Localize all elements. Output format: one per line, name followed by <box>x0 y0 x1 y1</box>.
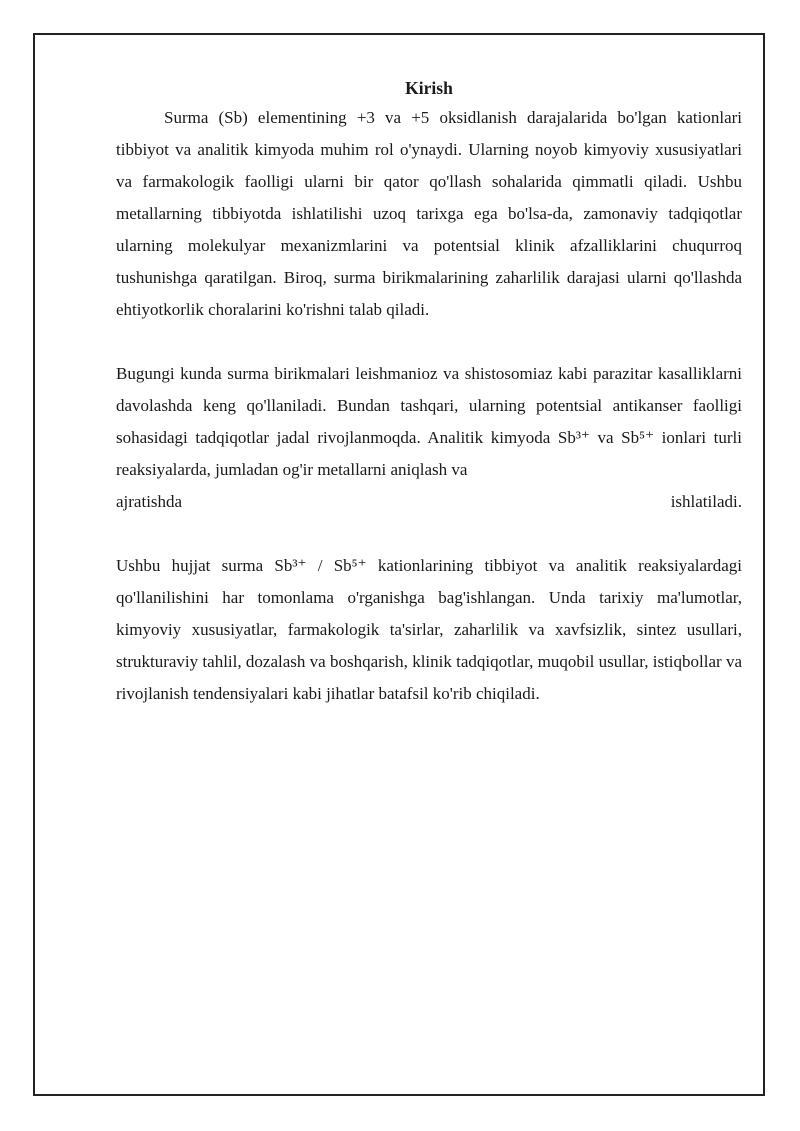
document-title: Kirish <box>405 78 453 98</box>
document-body <box>116 74 742 710</box>
last-line-left-word: ajratishda <box>116 492 183 511</box>
intro-paragraph-2-last-line <box>116 486 742 518</box>
last-line-right-word: ishlatiladi. <box>670 492 742 511</box>
intro-paragraph-2: Bugungi kunda surma birikmalari leishmanioz va shistosomiaz kabi parazitar kasalliklarni davolashda keng qo'llaniladi. Bundan tashqari, ularning potentsial antikanser faolligi sohasidagi tadqiqotlar jadal rivojlanmoqda. Analitik kimyoda Sb³⁺ va Sb⁵⁺ ionlari turli reaksiyalarda, jumladan og'ir metallarni aniqlash va <box>116 364 742 479</box>
paragraph-spacer <box>116 326 742 358</box>
intro-paragraph-1: Surma (Sb) elementining +3 va +5 oksidlanish darajalarida bo'lgan kationlari tibbiyot va analitik kimyoda muhim rol o'ynaydi. Ularning noyob kimyoviy xususiyatlari va farmakologik faolligi ularni bir qator qo'llash sohalarida qimmatli qiladi. Ushbu metallarning tibbiyotda ishlatilishi uzoq tarixga ega bo'lsa-da, zamonaviy tadqiqotlar ularning molekulyar mexanizmlarini va potentsial klinik afzalliklarini chuqurroq tushunishga qaratilgan. Biroq, surma birikmalarining zaharlilik darajasi ularni qo'llashda ehtiyotkorlik choralarini ko'rishni talab qiladi. <box>116 108 742 319</box>
intro-paragraph-3: Ushbu hujjat surma Sb³⁺ / Sb⁵⁺ kationlarining tibbiyot va analitik reaksiyalardagi qo'llanilishini har tomonlama o'rganishga bag'ishlangan. Unda tarixiy ma'lumotlar, kimyoviy xususiyatlar, farmakologik ta'sirlar, zaharlilik va xavfsizlik, sintez usullari, strukturaviy tahlil, dozalash va boshqarish, klinik tadqiqotlar, muqobil usullar, istiqbollar va rivojlanish tendensiyalari kabi jihatlar batafsil ko'rib chiqiladi. <box>116 556 742 703</box>
paragraph-spacer <box>116 518 742 550</box>
